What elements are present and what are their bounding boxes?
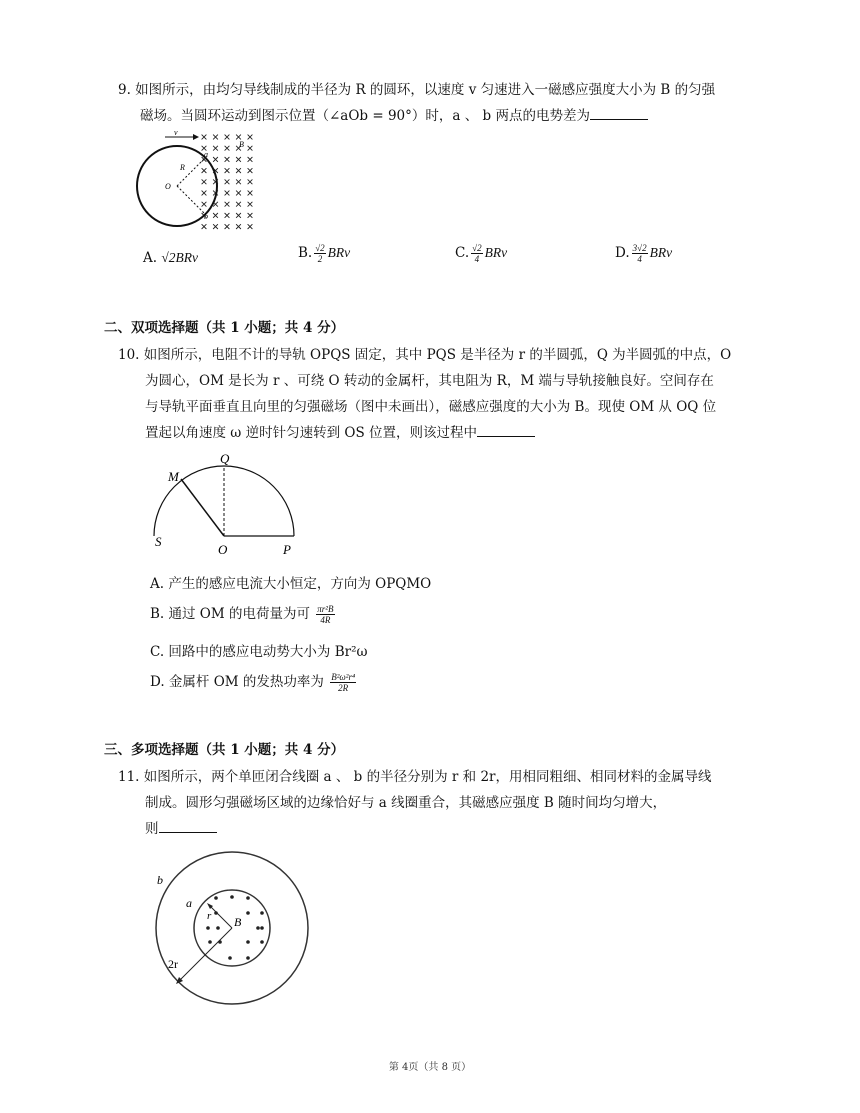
field-cross [248, 191, 253, 196]
q9-option-a-label: A. [143, 250, 158, 266]
q11-label-b: b [157, 873, 163, 887]
q9-label-v: v [174, 128, 178, 137]
q9-option-b[interactable] [298, 243, 350, 264]
q10-option-b-text: B. 通过 OM 的电荷量为可 [150, 606, 310, 622]
field-cross [202, 202, 207, 207]
field-cross [225, 179, 230, 184]
field-cross [248, 179, 253, 184]
field-dot [256, 926, 260, 930]
field-cross [202, 191, 207, 196]
q9-option-c-label: C. [455, 245, 470, 261]
q11-line3 [145, 816, 217, 842]
q11-label-field-b: B [234, 915, 242, 929]
q10-option-d-den: 2R [338, 683, 349, 693]
q9-label-b: b [204, 212, 208, 221]
field-cross [225, 213, 230, 218]
q10-answer-blank [477, 422, 535, 437]
q9-option-b-num: √2 [315, 243, 325, 253]
q10-option-d-text: D. 金属杆 OM 的发热功率为 [150, 674, 324, 690]
q10-option-b-den: 4R [320, 615, 331, 625]
field-cross [248, 157, 253, 162]
q10-rod-om [181, 479, 224, 536]
q11-label-r: r [207, 910, 212, 922]
field-cross [225, 146, 230, 151]
field-cross [248, 224, 253, 229]
field-cross [248, 135, 253, 140]
q9-option-b-expr: BRv [327, 245, 351, 260]
q10-label-s: S [155, 534, 162, 549]
field-cross [225, 135, 230, 140]
q9-option-a[interactable] [143, 250, 198, 266]
q9-option-c-den: 4 [474, 254, 480, 264]
q9-option-d-expr: BRv [649, 245, 673, 260]
field-cross [236, 191, 241, 196]
q10-option-c[interactable]: C. 回路中的感应电动势大小为 Br²ω [150, 644, 368, 660]
field-dot [260, 926, 264, 930]
field-dot [246, 956, 250, 960]
field-dot [206, 926, 210, 930]
q11-answer-blank [159, 818, 217, 833]
q9-radius-ob [177, 186, 205, 214]
field-cross [202, 224, 207, 229]
field-cross [225, 157, 230, 162]
q9-label-r: R [180, 163, 185, 172]
field-cross [225, 224, 230, 229]
field-cross [213, 224, 218, 229]
field-dot [260, 940, 264, 944]
q9-option-a-radical: √2 [161, 250, 176, 265]
q11-line2: 制成。圆形匀强磁场区域的边缘恰好与 a 线圈重合，其磁感应强度 B 随时间均匀增大， [145, 795, 667, 811]
q10-option-d-num: B²ω²r⁴ [331, 672, 356, 682]
field-cross [202, 179, 207, 184]
q10-label-p: P [283, 542, 291, 557]
q11-line3-text: 则 [145, 821, 159, 837]
field-dot [214, 896, 218, 900]
page-footer: 第 4页（共 8 页） [388, 1062, 472, 1073]
field-cross [236, 157, 241, 162]
q10-line3: 与导轨平面垂直且向里的匀强磁场（图中未画出），磁感应强度的大小为 B。现使 OM 从 OQ 位 [145, 399, 717, 415]
field-cross [225, 168, 230, 173]
field-cross [202, 168, 207, 173]
q9-figure [130, 128, 265, 238]
q9-option-d[interactable] [615, 243, 672, 264]
q9-option-c-expr: BRv [484, 245, 508, 260]
q10-line4 [145, 420, 535, 446]
q9-option-a-expr: BRv [175, 250, 199, 265]
q9-line2 [140, 103, 648, 129]
q10-label-o: O [218, 542, 228, 557]
q9-option-c-num: √2 [472, 243, 482, 253]
section-heading-double-choice: 二、双项选择题（共 1 小题；共 4 分） [104, 320, 345, 336]
q11-label-2r: 2r [168, 957, 178, 971]
field-cross [248, 146, 253, 151]
field-cross [225, 191, 230, 196]
field-cross [236, 135, 241, 140]
field-dot [246, 940, 250, 944]
q10-option-d[interactable] [150, 670, 358, 693]
section-heading-multi-choice: 三、多项选择题（共 1 小题；共 4 分） [104, 742, 345, 758]
q9-option-d-den: 4 [637, 254, 642, 264]
q9-arrow-head [193, 134, 199, 140]
field-cross [248, 213, 253, 218]
q10-option-d-frac [330, 672, 356, 693]
field-cross [236, 202, 241, 207]
q9-field-crosses [202, 135, 253, 229]
field-cross [236, 179, 241, 184]
field-cross [225, 202, 230, 207]
q10-option-b-frac [316, 604, 334, 625]
q9-option-d-frac [632, 243, 648, 264]
q9-option-b-den: 2 [317, 254, 323, 264]
q9-option-b-frac [314, 243, 325, 264]
field-dot [208, 940, 212, 944]
field-cross [213, 135, 218, 140]
q9-label-a: a [204, 150, 208, 159]
q10-option-b-num: πr²B [317, 604, 334, 614]
q9-option-b-label: B. [298, 245, 313, 261]
field-dot [260, 911, 264, 915]
field-dot [230, 895, 234, 899]
q9-option-d-label: D. [615, 245, 630, 261]
q9-option-c-frac [471, 243, 482, 264]
field-cross [248, 202, 253, 207]
q9-label-o: O [165, 182, 171, 191]
q11-radius-r [209, 905, 232, 928]
q10-option-b[interactable] [150, 602, 337, 625]
q10-option-a[interactable]: A. 产生的感应电流大小恒定，方向为 OPQMO [150, 576, 432, 592]
q9-option-c[interactable] [455, 243, 507, 264]
field-cross [213, 213, 218, 218]
q9-line2-text: 磁场。当圆环运动到图示位置（∠aOb = 90°）时，a 、 b 两点的电势差为 [140, 108, 590, 124]
field-dot [216, 926, 220, 930]
q10-label-q: Q [220, 451, 230, 466]
field-dot [228, 956, 232, 960]
q11-figure [150, 850, 320, 1010]
q9-line1: 9. 如图所示，由均匀导线制成的半径为 R 的圆环，以速度 v 匀速进入一磁感应强度大小为 B 的匀强 [118, 82, 716, 98]
field-cross [248, 168, 253, 173]
q9-answer-blank [590, 105, 648, 120]
q11-radius-2r [178, 928, 232, 982]
q11-line1: 11. 如图所示，两个单匝闭合线圈 a 、 b 的半径分别为 r 和 2r，用相同粗细、相同材料的金属导线 [118, 769, 712, 785]
field-cross [213, 146, 218, 151]
q9-label-b-field: B [239, 140, 244, 149]
field-dot [246, 896, 250, 900]
q10-line2: 为圆心，OM 是长为 r 、可绕 O 转动的金属杆，其电阻为 R，M 端与导轨接触良好。空间存在 [145, 373, 714, 389]
field-cross [236, 213, 241, 218]
field-dot [246, 911, 250, 915]
field-cross [236, 168, 241, 173]
q9-option-d-num: 3√2 [632, 243, 647, 253]
q10-line4-text: 置起以角速度 ω 逆时针匀速转到 OS 位置，则该过程中 [145, 425, 477, 441]
q10-line1: 10. 如图所示，电阻不计的导轨 OPQS 固定，其中 PQS 是半径为 r 的半圆弧，Q 为半圆弧的中点，O [118, 347, 732, 363]
field-cross [236, 224, 241, 229]
field-cross [213, 157, 218, 162]
field-cross [202, 135, 207, 140]
q10-label-m: M [168, 469, 179, 484]
q10-figure [148, 448, 308, 560]
q11-label-a: a [186, 896, 192, 910]
